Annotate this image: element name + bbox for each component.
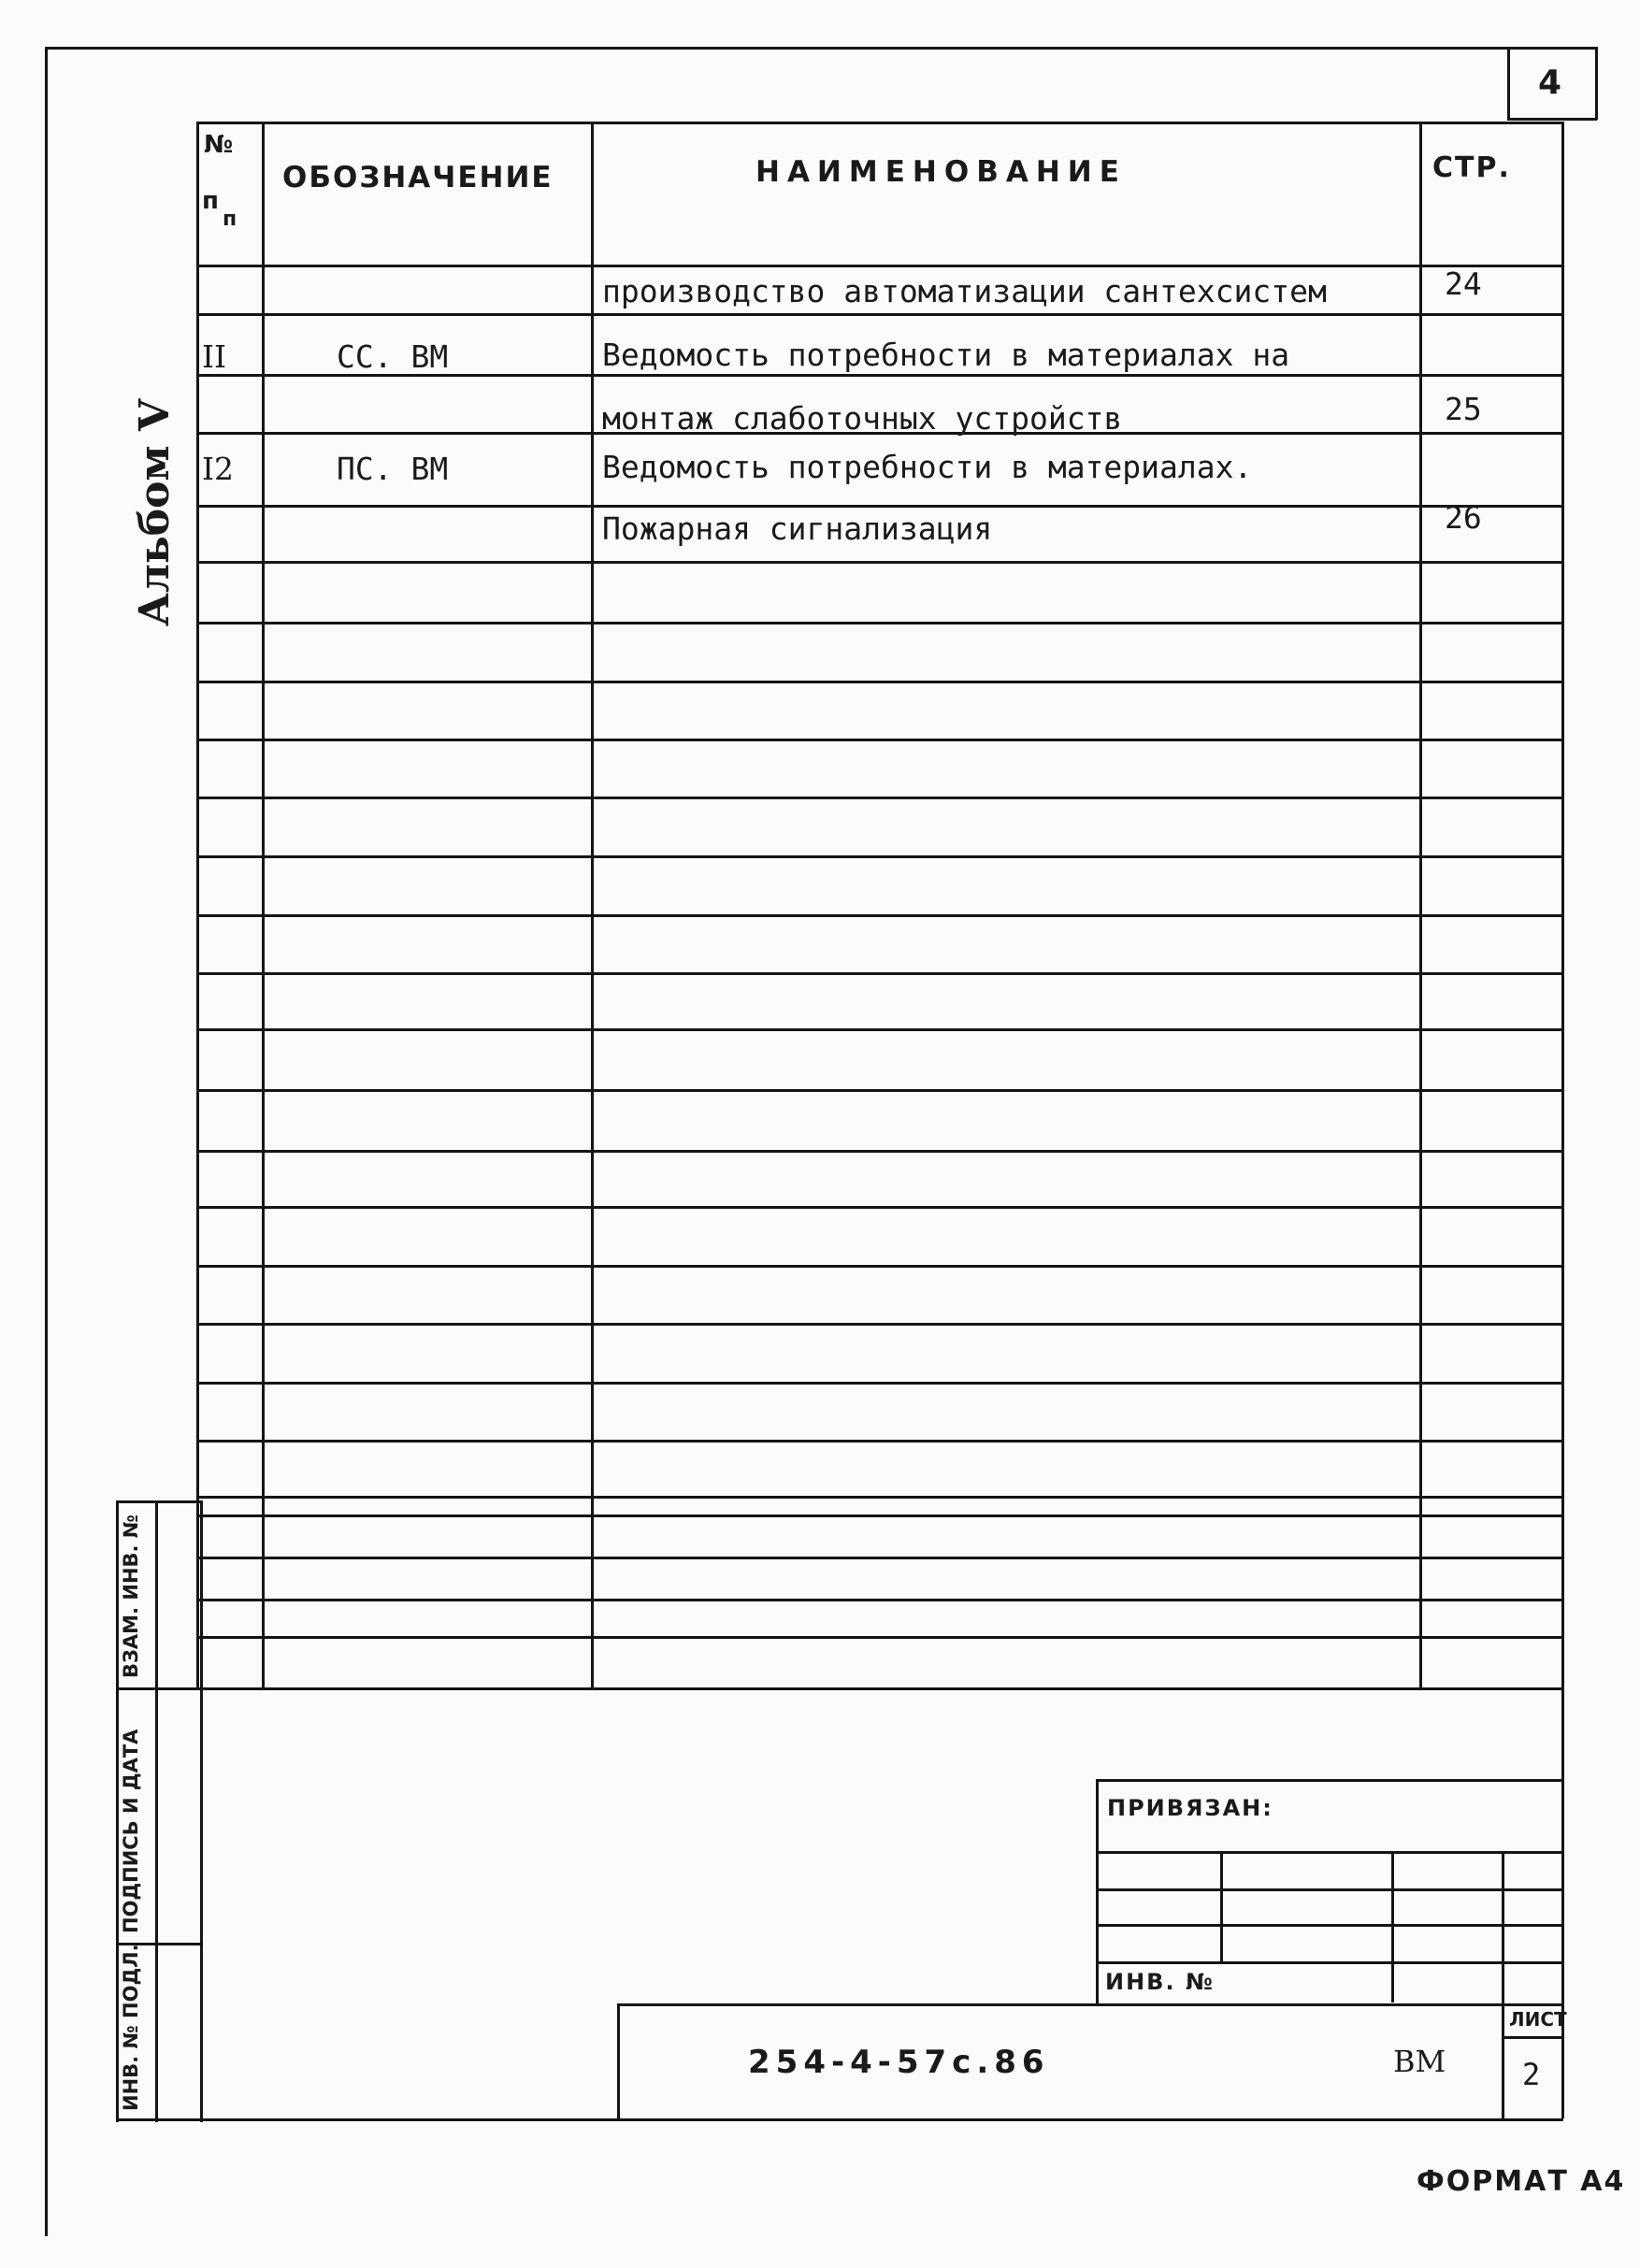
tb-c1 — [1220, 1851, 1223, 1961]
tb-r2 — [1096, 1888, 1563, 1891]
tb-c2 — [1391, 1851, 1394, 2002]
tb-sheet-sep — [1502, 2036, 1563, 2039]
header-num-p2: п — [223, 208, 239, 231]
stamp-podpis-data: ПОДПИСЬ И ДАТА — [120, 1729, 142, 1933]
table-col2 — [591, 122, 594, 1687]
table-rule — [196, 1265, 1563, 1268]
table-right — [1561, 122, 1564, 2118]
row-page: 26 — [1445, 499, 1482, 536]
page-box-left — [1507, 47, 1510, 120]
table-rule — [196, 1514, 1563, 1517]
table-rule — [196, 1323, 1563, 1326]
row-name: Пожарная сигнализация — [602, 510, 993, 547]
header-designation: ОБОЗНАЧЕНИЕ — [282, 161, 554, 194]
table-col0 — [196, 122, 199, 1687]
table-rule — [196, 1089, 1563, 1092]
tb-doc-code: ВМ — [1393, 2044, 1446, 2079]
row-page: 25 — [1445, 391, 1482, 427]
tb-main-top — [617, 2003, 1563, 2006]
header-name: НАИМЕНОВАНИЕ — [755, 155, 1127, 189]
header-num: № — [204, 131, 234, 159]
tb-inv-no: ИНВ. № — [1105, 1969, 1215, 1995]
stamp-inv-podl: ИНВ. № ПОДЛ. — [120, 1944, 142, 2111]
table-rule — [196, 1028, 1563, 1031]
table-rule — [196, 914, 1563, 917]
row-code: СС. ВМ — [337, 338, 449, 375]
tb-top — [1096, 1779, 1563, 1782]
format-label: ФОРМАТ А4 — [1417, 2165, 1626, 2198]
header-bottom — [196, 265, 1563, 267]
table-rule — [196, 313, 1563, 316]
header-num-p1: п — [202, 187, 221, 215]
frame-right — [1595, 47, 1598, 120]
table-rule — [196, 1382, 1563, 1385]
row-name: Ведомость потребности в материалах. — [602, 449, 1253, 485]
tb-doc-number: 254-4-57с.86 — [748, 2044, 1050, 2081]
table-rule — [196, 1496, 1563, 1499]
tb-c3 — [1502, 1851, 1504, 2118]
row-name: монтаж слаботочных устройств — [602, 400, 1123, 437]
header-page: СТР. — [1432, 151, 1511, 184]
stamp-bottom — [116, 2118, 1563, 2121]
frame-left — [45, 47, 48, 2236]
frame-top — [45, 47, 1597, 50]
tb-privyazan: ПРИВЯЗАН: — [1107, 1795, 1273, 1821]
tb-left — [1096, 1779, 1099, 2003]
row-num: II — [202, 338, 227, 375]
table-rule — [196, 1440, 1563, 1443]
table-rule — [196, 972, 1563, 975]
table-rule — [196, 1206, 1563, 1209]
table-rule — [196, 1557, 1563, 1559]
table-rule — [196, 797, 1563, 799]
table-rule — [196, 1150, 1563, 1153]
table-rule — [196, 1687, 1563, 1690]
row-name: производство автоматизации сантехсистем — [602, 273, 1327, 309]
table-rule — [196, 855, 1563, 858]
stamp-top — [116, 1500, 200, 1503]
tb-sheet-number: 2 — [1522, 2057, 1541, 2092]
row-page: 24 — [1445, 266, 1482, 302]
tb-sheet-label: ЛИСТ — [1509, 2008, 1567, 2031]
table-col1 — [262, 122, 265, 1687]
table-col3 — [1419, 122, 1422, 1687]
stamp-right — [200, 1500, 203, 2122]
table-rule — [196, 1599, 1563, 1601]
table-rule — [196, 505, 1563, 508]
table-rule — [196, 622, 1563, 624]
table-top — [196, 122, 1563, 124]
row-code: ПС. ВМ — [337, 451, 449, 487]
table-rule — [196, 681, 1563, 683]
page-number: 4 — [1538, 64, 1564, 102]
tb-r3 — [1096, 1924, 1563, 1927]
tb-r1 — [1096, 1851, 1563, 1854]
stamp-vzam-inv: ВЗАМ. ИНВ. № — [120, 1514, 142, 1678]
album-label: Альбом V — [131, 398, 179, 626]
row-name: Ведомость потребности в материалах на — [602, 337, 1290, 373]
tb-main-left — [617, 2003, 620, 2118]
table-rule — [196, 739, 1563, 741]
stamp-left — [116, 1500, 119, 2122]
table-rule — [196, 561, 1563, 564]
stamp-sep1 — [116, 1687, 202, 1690]
page-box-bottom — [1507, 118, 1597, 121]
stamp-mid — [155, 1500, 158, 2122]
tb-r4 — [1096, 1961, 1563, 1964]
row-num: I2 — [202, 451, 235, 487]
table-rule — [196, 1636, 1563, 1639]
